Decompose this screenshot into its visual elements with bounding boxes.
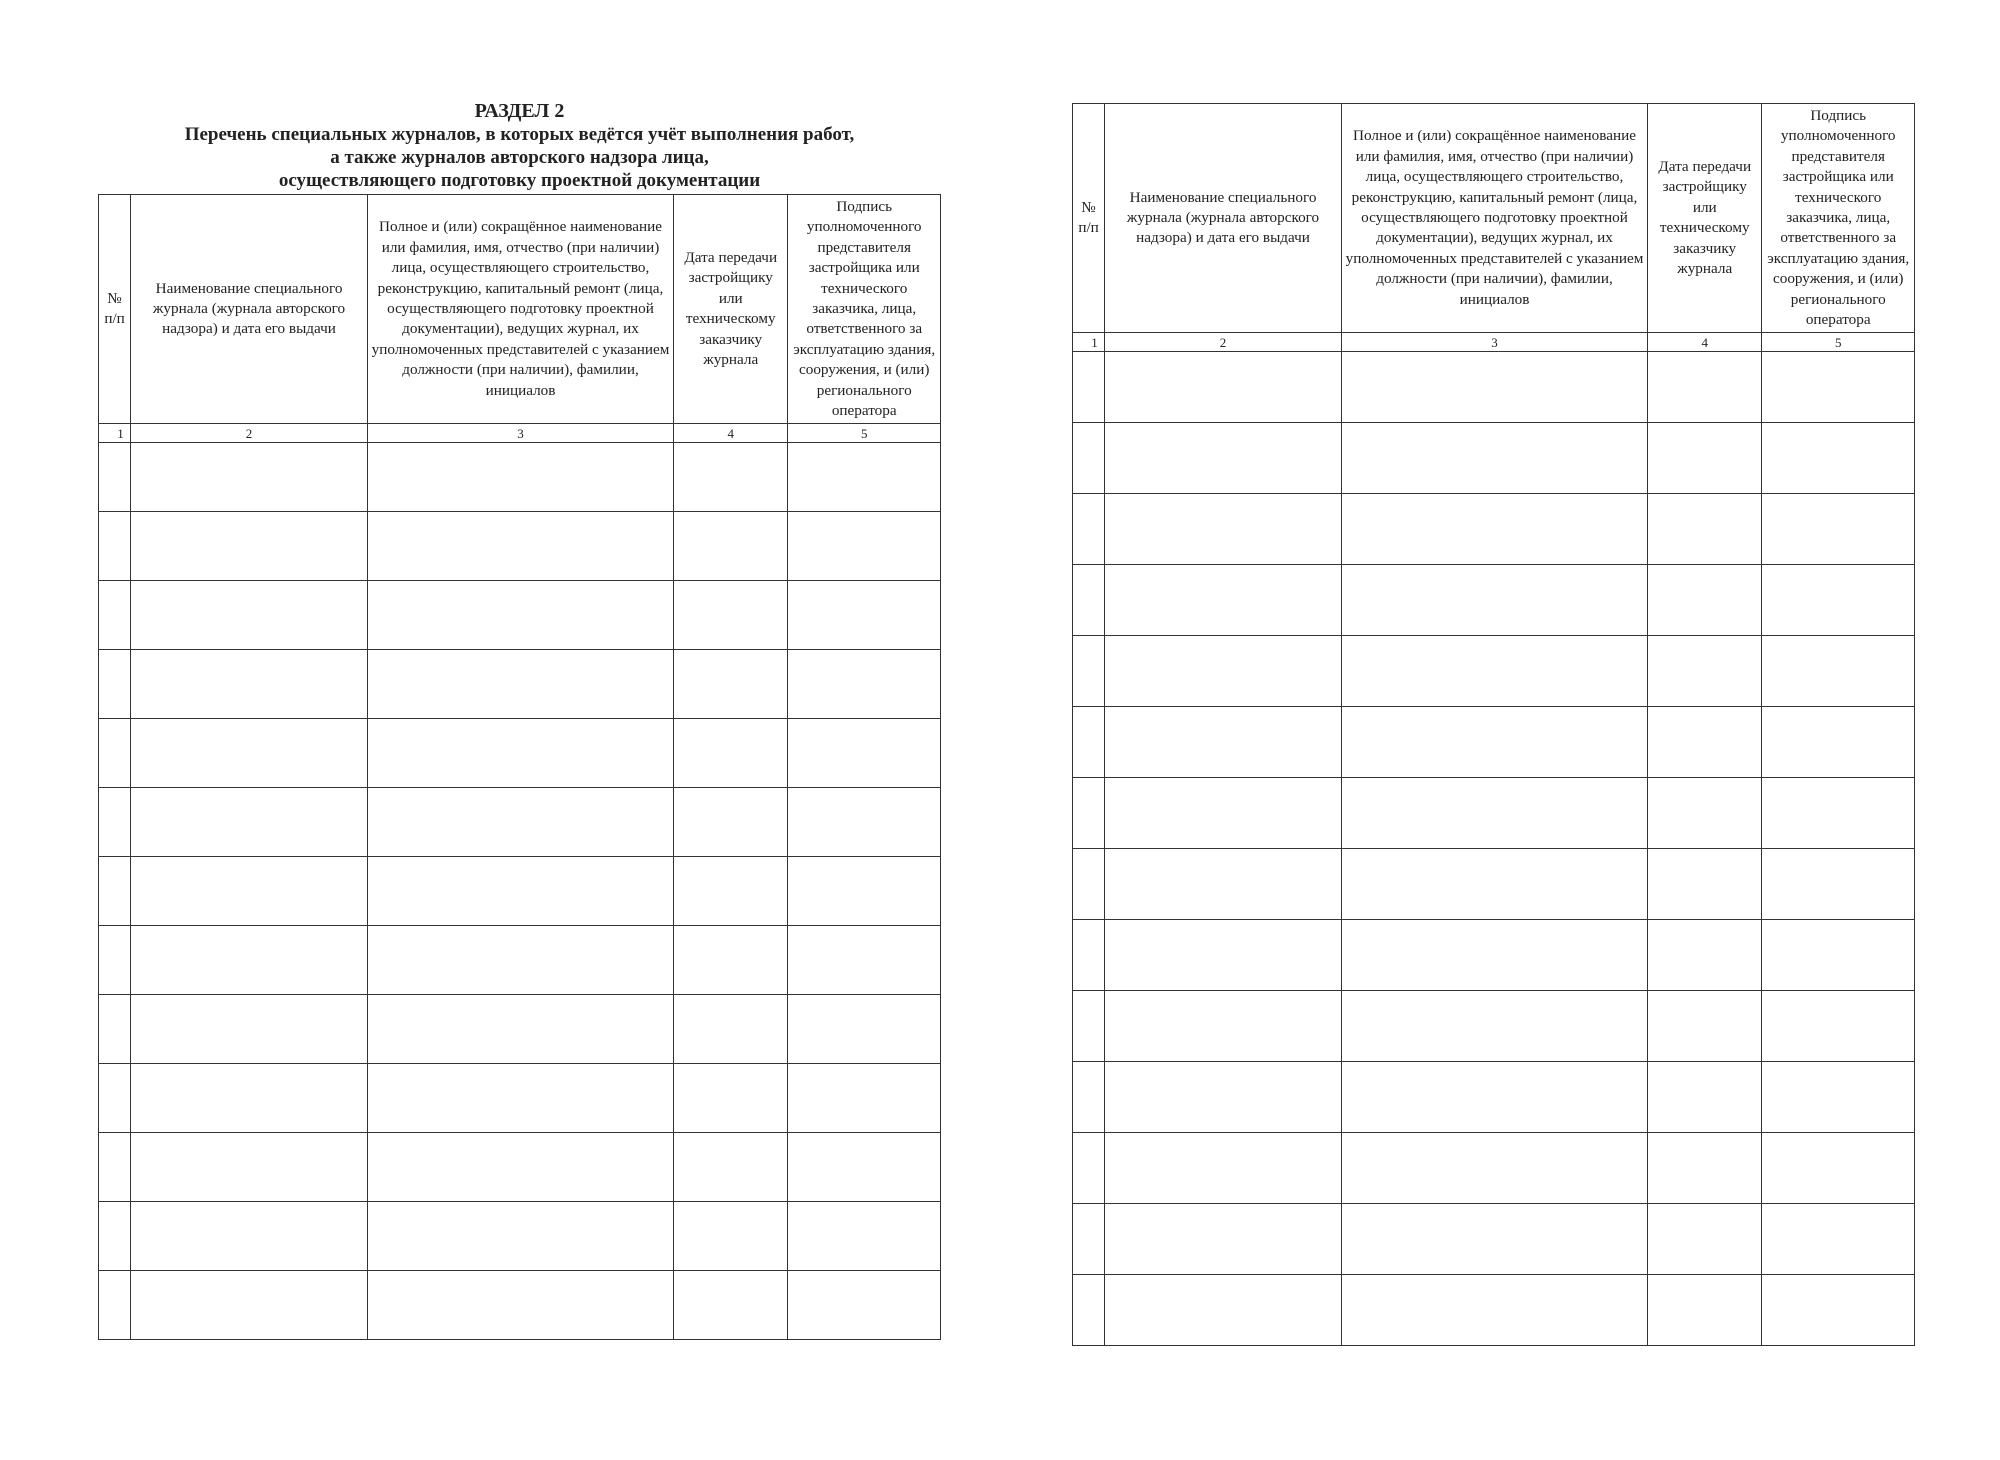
- table-cell[interactable]: [99, 1064, 131, 1133]
- table-cell[interactable]: [367, 1202, 673, 1271]
- table-row: [1073, 849, 1915, 920]
- header-responsible-person: Полное и (или) сокращённое наименование или фамилия, имя, отчество (при наличии) лица, осуществляющего строительство, реконструкцию, капитальный ремонт (лица, осуществляющего подготовку проектной документации), ведущих журнал, их уполномоченных представителей с указанием должности (при наличии), фамилии, инициалов: [1341, 104, 1647, 333]
- table-cell[interactable]: [1105, 991, 1342, 1062]
- table-cell[interactable]: [1762, 1062, 1915, 1133]
- table-cell[interactable]: [99, 1133, 131, 1202]
- table-row: [99, 1202, 941, 1271]
- section-title: РАЗДЕЛ 2: [474, 100, 565, 122]
- table-cell[interactable]: [674, 857, 788, 926]
- table-cell[interactable]: [1073, 849, 1105, 920]
- table-cell[interactable]: [788, 1133, 941, 1202]
- table-row: [99, 443, 941, 512]
- table-cell[interactable]: [1105, 565, 1342, 636]
- table-cell[interactable]: [1073, 565, 1105, 636]
- table-cell[interactable]: [1105, 1275, 1342, 1346]
- table-row: [99, 995, 941, 1064]
- table-row: [1073, 636, 1915, 707]
- table-cell[interactable]: [1073, 636, 1105, 707]
- table-cell[interactable]: [99, 857, 131, 926]
- table-cell[interactable]: [367, 650, 673, 719]
- table-cell[interactable]: [1073, 707, 1105, 778]
- table-cell[interactable]: [99, 443, 131, 512]
- table-cell[interactable]: [1105, 352, 1342, 423]
- table-row: [1073, 352, 1915, 423]
- table-row: [1073, 423, 1915, 494]
- table-cell[interactable]: [99, 1202, 131, 1271]
- table-cell[interactable]: [674, 581, 788, 650]
- table-cell[interactable]: [1648, 1204, 1762, 1275]
- table-row: [1073, 920, 1915, 991]
- table-body: [1073, 352, 1915, 1346]
- table-cell[interactable]: [1105, 636, 1342, 707]
- table-cell[interactable]: [131, 443, 368, 512]
- column-number: 4: [1648, 333, 1762, 352]
- table-cell[interactable]: [99, 719, 131, 788]
- table-cell[interactable]: [1073, 778, 1105, 849]
- table-row: [99, 581, 941, 650]
- journal-table-right: [1072, 103, 1915, 1346]
- header-journal-name: Наименование специального журнала (журнала авторского надзора) и дата его выдачи: [131, 195, 368, 424]
- table-cell[interactable]: [1341, 920, 1647, 991]
- header-number: № п/п: [1073, 104, 1105, 333]
- table-cell[interactable]: [1073, 1275, 1105, 1346]
- table-cell[interactable]: [1341, 1062, 1647, 1133]
- table-cell[interactable]: [674, 788, 788, 857]
- table-cell[interactable]: [674, 443, 788, 512]
- table-row: [99, 926, 941, 995]
- table-cell[interactable]: [367, 926, 673, 995]
- table-cell[interactable]: [131, 1271, 368, 1340]
- table-cell[interactable]: [788, 1064, 941, 1133]
- table-cell[interactable]: [1341, 565, 1647, 636]
- table-cell[interactable]: [1762, 352, 1915, 423]
- section-subtitle-line-2: а также журналов авторского надзора лица,: [330, 147, 709, 168]
- table-cell[interactable]: [1762, 1204, 1915, 1275]
- table-cell[interactable]: [1105, 423, 1342, 494]
- table-row: [99, 857, 941, 926]
- table-cell[interactable]: [367, 443, 673, 512]
- table-cell[interactable]: [131, 1064, 368, 1133]
- table-cell[interactable]: [99, 995, 131, 1064]
- table-cell[interactable]: [1648, 352, 1762, 423]
- table-cell[interactable]: [1648, 494, 1762, 565]
- table-cell[interactable]: [1648, 1133, 1762, 1204]
- table-cell[interactable]: [1105, 920, 1342, 991]
- table-cell[interactable]: [1341, 707, 1647, 778]
- table-cell[interactable]: [788, 788, 941, 857]
- table-cell[interactable]: [99, 650, 131, 719]
- table-cell[interactable]: [1648, 778, 1762, 849]
- table-row: [99, 719, 941, 788]
- section-subtitle-line-3: осуществляющего подготовку проектной документации: [278, 170, 761, 191]
- table-cell[interactable]: [1105, 778, 1342, 849]
- column-number: 4: [674, 424, 788, 443]
- table-cell[interactable]: [1105, 1133, 1342, 1204]
- table-cell[interactable]: [1073, 1133, 1105, 1204]
- table-row: [1073, 707, 1915, 778]
- table-cell[interactable]: [1105, 494, 1342, 565]
- section-heading: [98, 100, 941, 192]
- table-cell[interactable]: [1648, 1062, 1762, 1133]
- table-cell[interactable]: [1341, 1133, 1647, 1204]
- table-cell[interactable]: [1073, 494, 1105, 565]
- table-cell[interactable]: [1341, 1204, 1647, 1275]
- table-row: [1073, 1133, 1915, 1204]
- table-cell[interactable]: [1762, 494, 1915, 565]
- column-number: 5: [1762, 333, 1915, 352]
- table-cell[interactable]: [674, 1202, 788, 1271]
- table-cell[interactable]: [1648, 849, 1762, 920]
- table-row: [99, 1133, 941, 1202]
- table-cell[interactable]: [131, 581, 368, 650]
- section-subtitle-line-1: Перечень специальных журналов, в которых ведётся учёт выполнения работ,: [184, 124, 855, 145]
- table-cell[interactable]: [367, 1133, 673, 1202]
- table-cell[interactable]: [131, 719, 368, 788]
- table-cell[interactable]: [131, 1202, 368, 1271]
- table-cell[interactable]: [1341, 1275, 1647, 1346]
- table-cell[interactable]: [99, 926, 131, 995]
- table-body: [99, 443, 941, 1340]
- table-cell[interactable]: [1105, 1204, 1342, 1275]
- table-cell[interactable]: [1073, 423, 1105, 494]
- table-cell[interactable]: [1762, 707, 1915, 778]
- table-cell[interactable]: [788, 995, 941, 1064]
- table-cell[interactable]: [367, 788, 673, 857]
- column-number: 2: [131, 424, 368, 443]
- table-cell[interactable]: [367, 1271, 673, 1340]
- table-cell[interactable]: [99, 788, 131, 857]
- table-cell[interactable]: [131, 512, 368, 581]
- table-cell[interactable]: [131, 926, 368, 995]
- table-row: [99, 650, 941, 719]
- table-cell[interactable]: [131, 857, 368, 926]
- table-cell[interactable]: [1341, 494, 1647, 565]
- table-cell[interactable]: [1341, 423, 1647, 494]
- table-cell[interactable]: [788, 857, 941, 926]
- column-number: 1: [1073, 333, 1105, 352]
- table-cell[interactable]: [367, 512, 673, 581]
- table-row: [99, 1064, 941, 1133]
- table-header-row: [1073, 104, 1915, 333]
- table-row: [99, 788, 941, 857]
- table-cell[interactable]: [1648, 423, 1762, 494]
- table-cell[interactable]: [788, 512, 941, 581]
- table-row: [1073, 991, 1915, 1062]
- header-journal-name: Наименование специального журнала (журнала авторского надзора) и дата его выдачи: [1105, 104, 1342, 333]
- table-cell[interactable]: [367, 719, 673, 788]
- table-cell[interactable]: [131, 650, 368, 719]
- table-cell[interactable]: [674, 995, 788, 1064]
- header-transfer-date: Дата передачи застройщику или техническому заказчику журнала: [1648, 104, 1762, 333]
- table-cell[interactable]: [674, 512, 788, 581]
- table-cell[interactable]: [1648, 707, 1762, 778]
- header-signature: Подпись уполномоченного представителя застройщика или технического заказчика, лица, ответственного за эксплуатацию здания, сооружения, и (или) регионального оператора: [1762, 104, 1915, 333]
- column-number: 2: [1105, 333, 1342, 352]
- table-cell[interactable]: [788, 581, 941, 650]
- table-cell[interactable]: [1105, 849, 1342, 920]
- table-cell[interactable]: [1105, 707, 1342, 778]
- table-row: [99, 1271, 941, 1340]
- table-row: [1073, 1062, 1915, 1133]
- table-cell[interactable]: [131, 995, 368, 1064]
- table-cell[interactable]: [1762, 991, 1915, 1062]
- table-cell[interactable]: [367, 995, 673, 1064]
- column-number: 5: [788, 424, 941, 443]
- column-number-row: [1073, 333, 1915, 352]
- column-number: 3: [1341, 333, 1647, 352]
- table-cell[interactable]: [367, 857, 673, 926]
- table-cell[interactable]: [1762, 849, 1915, 920]
- table-cell[interactable]: [1762, 423, 1915, 494]
- table-cell[interactable]: [131, 1133, 368, 1202]
- table-cell[interactable]: [674, 650, 788, 719]
- table-cell[interactable]: [1073, 1204, 1105, 1275]
- table-cell[interactable]: [1648, 991, 1762, 1062]
- table-cell[interactable]: [367, 581, 673, 650]
- table-cell[interactable]: [788, 1202, 941, 1271]
- table-cell[interactable]: [1341, 778, 1647, 849]
- header-number: № п/п: [99, 195, 131, 424]
- right-page: [1072, 103, 1915, 1346]
- column-number-row: [99, 424, 941, 443]
- table-cell[interactable]: [131, 788, 368, 857]
- table-cell[interactable]: [788, 926, 941, 995]
- table-cell[interactable]: [1073, 920, 1105, 991]
- table-cell[interactable]: [674, 719, 788, 788]
- header-signature: Подпись уполномоченного представителя застройщика или технического заказчика, лица, ответственного за эксплуатацию здания, сооружения, и (или) регионального оператора: [788, 195, 941, 424]
- left-page: [98, 100, 941, 1340]
- table-row: [1073, 1275, 1915, 1346]
- table-header-row: [99, 195, 941, 424]
- table-cell[interactable]: [788, 1271, 941, 1340]
- table-row: [99, 512, 941, 581]
- table-cell[interactable]: [674, 926, 788, 995]
- table-cell[interactable]: [674, 1064, 788, 1133]
- column-number: 3: [367, 424, 673, 443]
- journal-table-left: [98, 194, 941, 1340]
- table-row: [1073, 778, 1915, 849]
- table-cell[interactable]: [1073, 1062, 1105, 1133]
- table-row: [1073, 1204, 1915, 1275]
- table-cell[interactable]: [99, 1271, 131, 1340]
- table-row: [1073, 494, 1915, 565]
- table-cell[interactable]: [1762, 778, 1915, 849]
- table-cell[interactable]: [99, 512, 131, 581]
- table-cell[interactable]: [674, 1133, 788, 1202]
- table-cell[interactable]: [1648, 1275, 1762, 1346]
- table-cell[interactable]: [1073, 991, 1105, 1062]
- table-cell[interactable]: [1648, 636, 1762, 707]
- table-cell[interactable]: [1105, 1062, 1342, 1133]
- table-cell[interactable]: [788, 719, 941, 788]
- table-cell[interactable]: [1341, 849, 1647, 920]
- table-cell[interactable]: [1762, 1275, 1915, 1346]
- table-cell[interactable]: [1648, 565, 1762, 636]
- table-row: [1073, 565, 1915, 636]
- table-cell[interactable]: [1341, 636, 1647, 707]
- table-cell[interactable]: [367, 1064, 673, 1133]
- header-transfer-date: Дата передачи застройщику или техническому заказчику журнала: [674, 195, 788, 424]
- table-cell[interactable]: [788, 650, 941, 719]
- table-cell[interactable]: [1648, 920, 1762, 991]
- table-cell[interactable]: [1341, 991, 1647, 1062]
- table-cell[interactable]: [1762, 565, 1915, 636]
- table-cell[interactable]: [1762, 1133, 1915, 1204]
- table-cell[interactable]: [99, 581, 131, 650]
- table-cell[interactable]: [1762, 636, 1915, 707]
- table-cell[interactable]: [674, 1271, 788, 1340]
- header-responsible-person: Полное и (или) сокращённое наименование или фамилия, имя, отчество (при наличии) лица, осуществляющего строительство, реконструкцию, капитальный ремонт (лица, осуществляющего подготовку проектной документации), ведущих журнал, их уполномоченных представителей с указанием должности (при наличии), фамилии, инициалов: [367, 195, 673, 424]
- table-cell[interactable]: [1762, 920, 1915, 991]
- table-cell[interactable]: [1341, 352, 1647, 423]
- table-cell[interactable]: [1073, 352, 1105, 423]
- column-number: 1: [99, 424, 131, 443]
- table-cell[interactable]: [788, 443, 941, 512]
